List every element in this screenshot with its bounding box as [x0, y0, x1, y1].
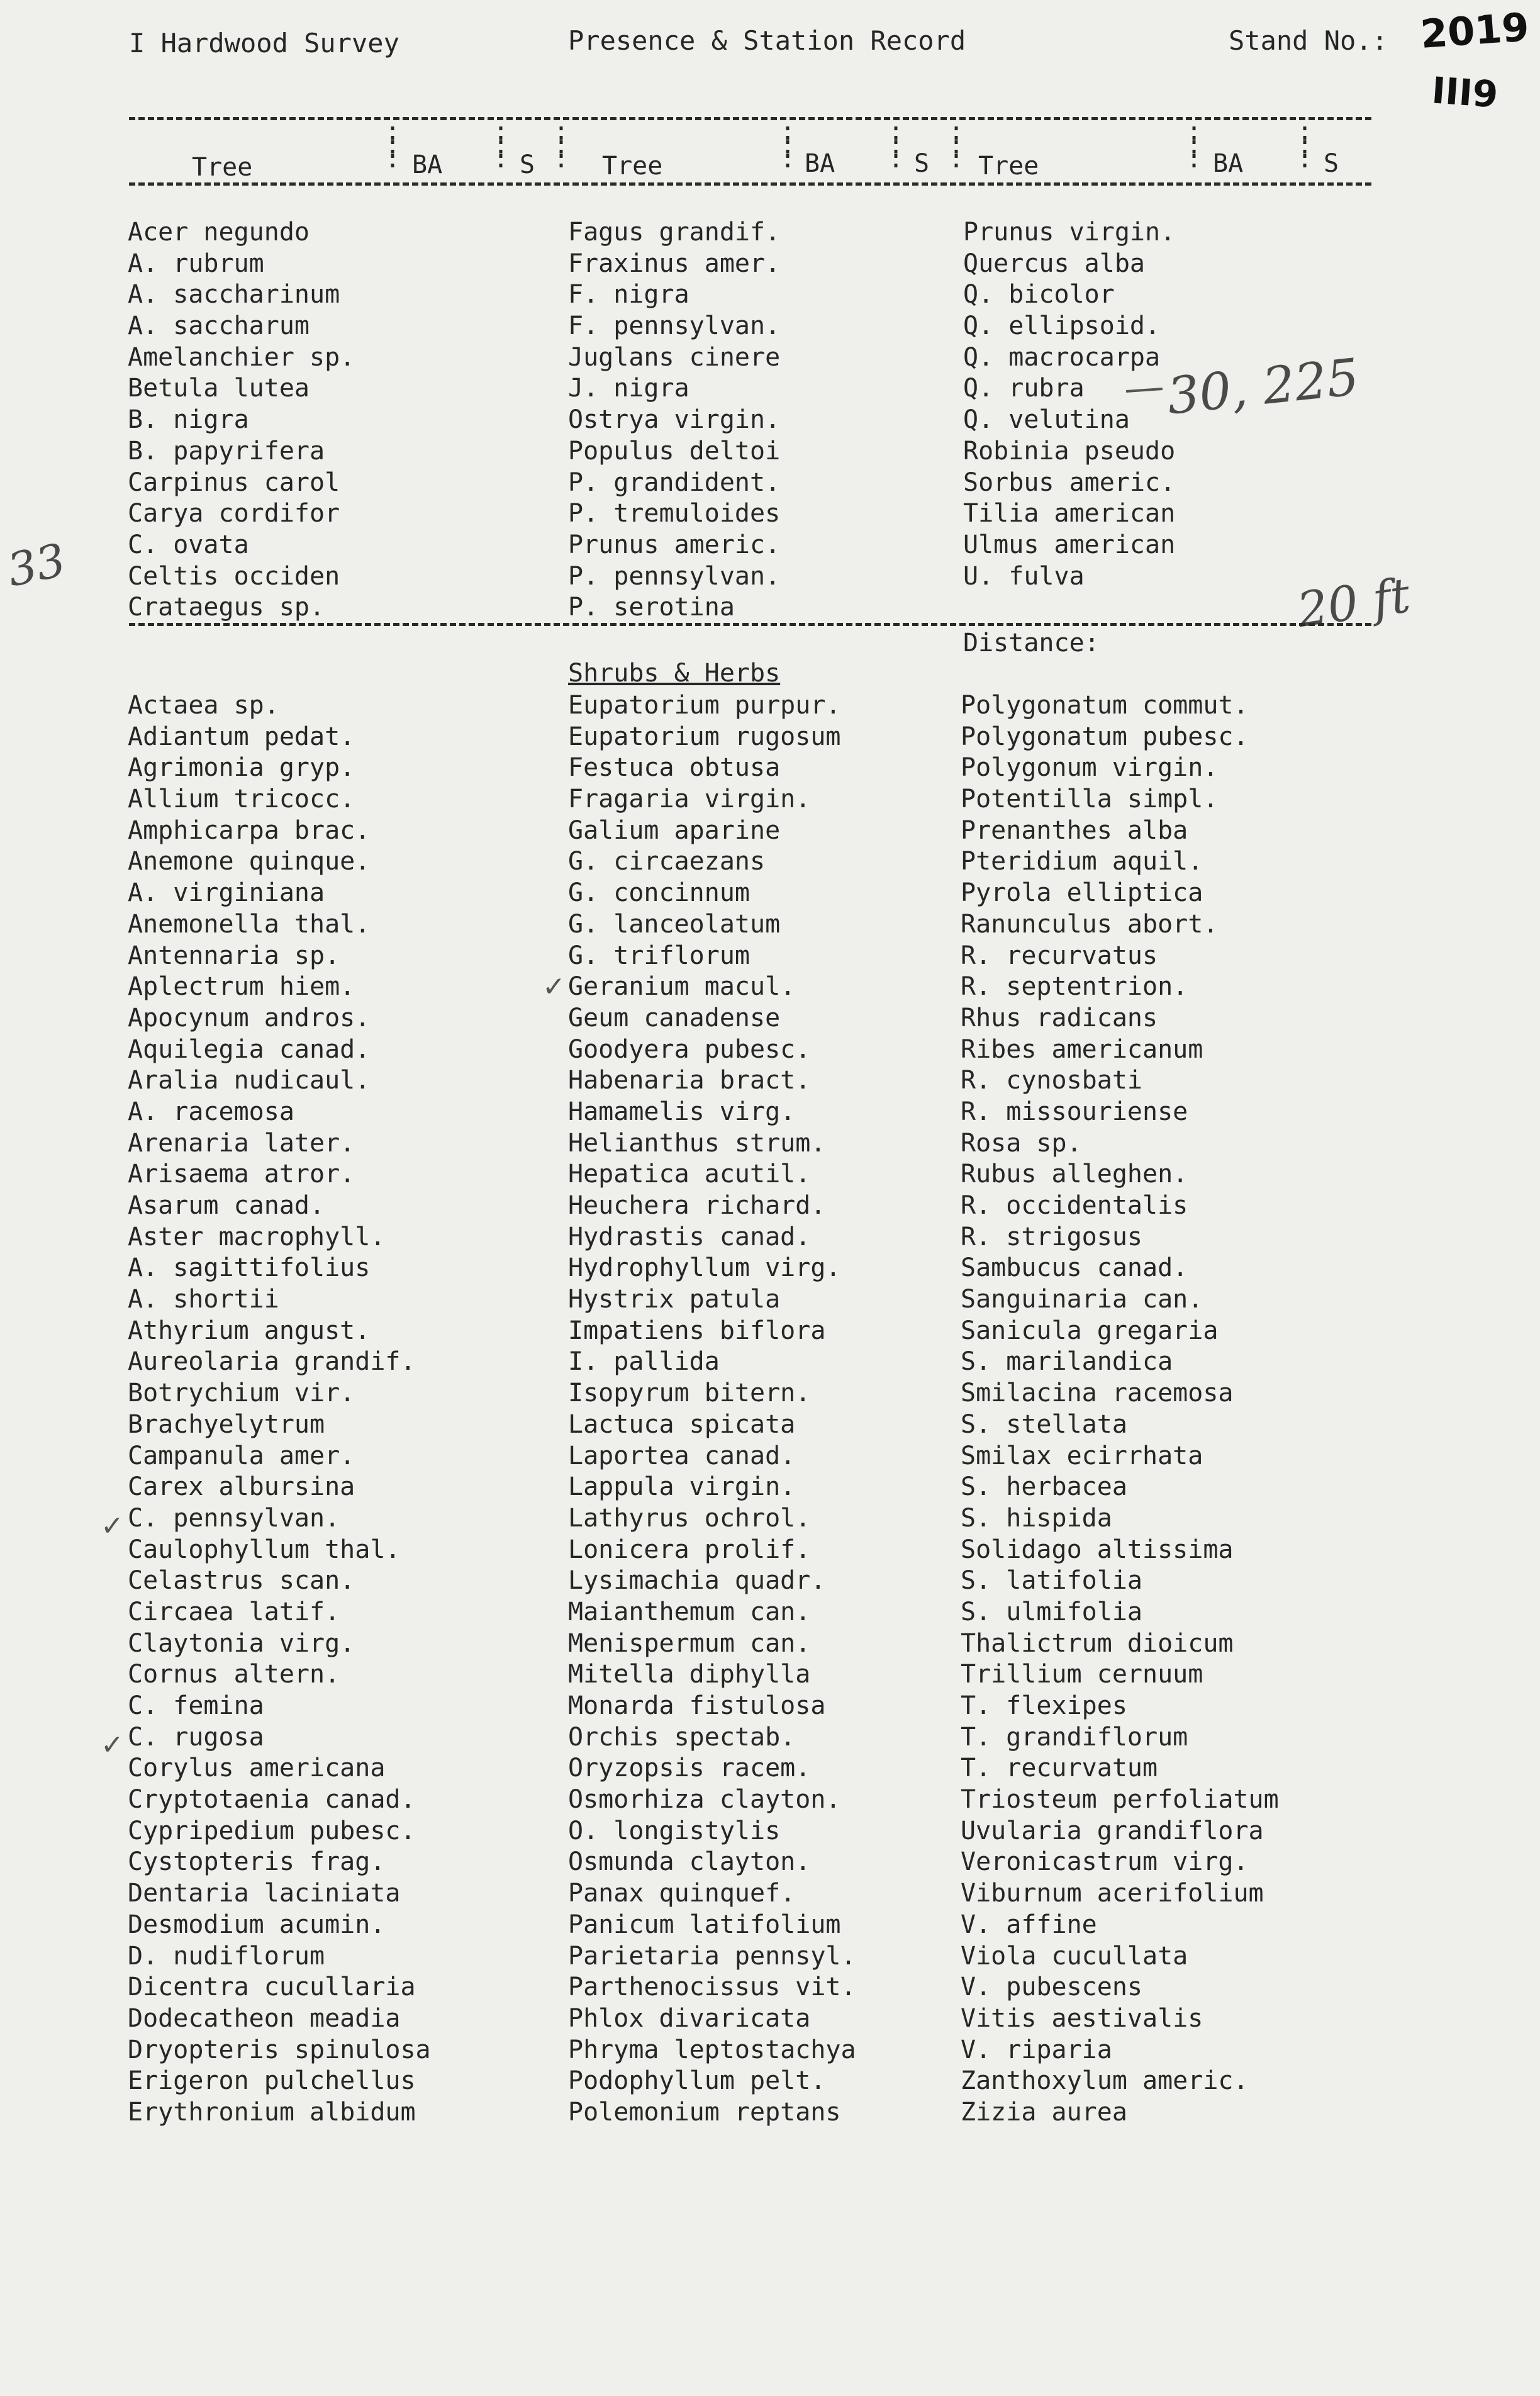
list-item: Crataegus sp. — [128, 593, 325, 622]
list-item: Dryopteris spinulosa — [128, 2035, 431, 2064]
list-item: Smilax ecirrhata — [961, 1441, 1203, 1470]
list-item: Desmodium acumin. — [128, 1910, 386, 1939]
list-item: G. concinnum — [568, 878, 750, 908]
list-item: Eupatorium rugosum — [568, 722, 841, 751]
list-item: Triosteum perfoliatum — [961, 1785, 1279, 1815]
check-mark-icon: ✓ — [101, 1510, 124, 1542]
list-item: Hamamelis virg. — [568, 1097, 796, 1126]
list-item: Polygonatum pubesc. — [961, 722, 1249, 751]
separator-colon: : : : — [554, 117, 569, 174]
list-item: Q. velutina — [963, 405, 1130, 435]
list-item: Sanguinaria can. — [961, 1285, 1203, 1314]
list-item: Botrychium vir. — [128, 1379, 355, 1408]
list-item: Thalictrum dioicum — [961, 1628, 1234, 1658]
s-col2-header: S — [914, 149, 930, 178]
list-item: B. nigra — [128, 405, 249, 435]
list-item: Ostrya virgin. — [568, 405, 781, 435]
list-item: Geranium macul. — [568, 972, 796, 1002]
list-item: Osmunda clayton. — [568, 1847, 811, 1877]
list-item: Rosa sp. — [961, 1128, 1082, 1158]
list-item: Oryzopsis racem. — [568, 1754, 811, 1783]
list-item: P. tremuloides — [568, 499, 781, 529]
list-item: Arisaema atror. — [128, 1160, 355, 1189]
list-item: A. racemosa — [128, 1097, 294, 1126]
list-item: Osmorhiza clayton. — [568, 1785, 841, 1815]
list-item: Impatiens biflora — [568, 1316, 826, 1345]
list-item: B. papyrifera — [128, 436, 325, 466]
list-item: Celtis occiden — [128, 561, 340, 591]
list-item: Cypripedium pubesc. — [128, 1816, 416, 1845]
list-item: Cornus altern. — [128, 1660, 340, 1689]
list-item: Aureolaria grandif. — [128, 1347, 416, 1377]
handwritten-margin-note: 33 — [3, 533, 70, 597]
list-item: Hystrix patula — [568, 1285, 781, 1314]
list-item: V. riparia — [961, 2035, 1112, 2064]
list-item: Smilacina racemosa — [961, 1379, 1234, 1408]
list-item: Potentilla simpl. — [961, 785, 1219, 814]
survey-title: I Hardwood Survey — [129, 28, 399, 59]
list-item: Amphicarpa brac. — [128, 815, 371, 845]
list-item: Hepatica acutil. — [568, 1160, 811, 1189]
list-item: Aplectrum hiem. — [128, 972, 355, 1002]
list-item: S. hispida — [961, 1503, 1112, 1533]
list-item: Carya cordifor — [128, 499, 340, 529]
list-item: Aster macrophyll. — [128, 1222, 386, 1251]
list-item: R. cynosbati — [961, 1066, 1142, 1095]
list-item: Podophyllum pelt. — [568, 2066, 826, 2096]
ba-col1-header: BA — [412, 150, 443, 179]
list-item: Orchis spectab. — [568, 1722, 796, 1752]
list-item: C. femina — [128, 1691, 264, 1720]
list-item: Erigeron pulchellus — [128, 2066, 416, 2096]
list-item: C. rugosa — [128, 1722, 264, 1752]
header-bottom-rule — [129, 182, 1371, 186]
list-item: A. virginiana — [128, 878, 325, 908]
stand-number-label: Stand No.: — [1229, 25, 1388, 56]
list-item: G. circaezans — [568, 847, 766, 876]
list-item: Veronicastrum virg. — [961, 1847, 1249, 1877]
tree-col2-header: Tree — [602, 152, 663, 181]
stand-code-stamp: III9 — [1430, 69, 1500, 116]
list-item: Uvularia grandiflora — [961, 1816, 1264, 1845]
list-item: P. serotina — [568, 593, 735, 622]
check-mark-icon: ✓ — [101, 1729, 124, 1761]
list-item: Betula lutea — [128, 374, 310, 403]
separator-colon: : : : — [1297, 117, 1313, 174]
herb-list-col2 — [568, 690, 856, 2129]
list-item: Q. rubra — [963, 374, 1085, 403]
list-item: Anemone quinque. — [128, 847, 371, 876]
list-item: Heuchera richard. — [568, 1191, 826, 1220]
list-item: Rhus radicans — [961, 1003, 1158, 1033]
shrubs-herbs-heading: Shrubs & Herbs — [568, 659, 781, 688]
tree-list-col3 — [963, 217, 1175, 592]
list-item: Ranunculus abort. — [961, 909, 1219, 939]
list-item: C. pennsylvan. — [128, 1503, 340, 1533]
ba-col3-header: BA — [1213, 149, 1244, 178]
tree-section-bottom-rule — [129, 623, 1371, 626]
list-item: Habenaria bract. — [568, 1066, 811, 1095]
list-item: S. ulmifolia — [961, 1597, 1142, 1626]
ba-col2-header: BA — [805, 149, 835, 178]
list-item: T. grandiflorum — [961, 1722, 1188, 1752]
tree-list-col1 — [128, 217, 355, 624]
list-item: A. rubrum — [128, 249, 264, 278]
list-item: Prunus americ. — [568, 530, 781, 559]
s-col3-header: S — [1324, 149, 1339, 178]
list-item: S. stellata — [961, 1409, 1127, 1439]
record-title: Presence & Station Record — [568, 25, 966, 56]
list-item: Panicum latifolium — [568, 1910, 841, 1939]
list-item: Asarum canad. — [128, 1191, 325, 1220]
list-item: Cystopteris frag. — [128, 1847, 386, 1877]
list-item: Sanicula gregaria — [961, 1316, 1219, 1345]
list-item: V. affine — [961, 1910, 1097, 1939]
list-item: Tilia american — [963, 499, 1176, 529]
handwritten-rubra-note: 30, 225 — [1164, 347, 1362, 426]
list-item: Brachyelytrum — [128, 1409, 325, 1439]
list-item: Athyrium angust. — [128, 1316, 371, 1345]
tree-col1-header: Tree — [192, 153, 253, 182]
list-item: Agrimonia gryp. — [128, 753, 355, 783]
list-item: Polygonatum commut. — [961, 691, 1249, 720]
list-item: Panax quinquef. — [568, 1879, 796, 1908]
list-item: D. nudiflorum — [128, 1941, 325, 1971]
handwritten-distance-note: 20 ft — [1293, 566, 1414, 639]
list-item: Q. ellipsoid. — [963, 311, 1161, 341]
list-item: Fragaria virgin. — [568, 785, 811, 814]
list-item: Pyrola elliptica — [961, 878, 1203, 908]
list-item: Fagus grandif. — [568, 218, 781, 247]
list-item: Aquilegia canad. — [128, 1034, 371, 1064]
list-item: Campanula amer. — [128, 1441, 355, 1470]
list-item: Sambucus canad. — [961, 1253, 1188, 1283]
list-item: Maianthemum can. — [568, 1597, 811, 1626]
list-item: Helianthus strum. — [568, 1128, 826, 1158]
list-item: Amelanchier sp. — [128, 342, 355, 372]
list-item: Allium tricocc. — [128, 785, 355, 814]
list-item: Menispermum can. — [568, 1628, 811, 1658]
distance-label: Distance: — [963, 629, 1100, 658]
list-item: Zanthoxylum americ. — [961, 2066, 1249, 2096]
separator-colon: : : : — [493, 117, 509, 174]
list-item: Juglans cinere — [568, 342, 781, 372]
list-item: P. grandident. — [568, 467, 781, 497]
list-item: S. marilandica — [961, 1347, 1173, 1377]
list-item: Parietaria pennsyl. — [568, 1941, 856, 1971]
list-item: Prunus virgin. — [963, 218, 1176, 247]
list-item: Anemonella thal. — [128, 909, 371, 939]
list-item: Galium aparine — [568, 815, 781, 845]
list-item: Monarda fistulosa — [568, 1691, 826, 1720]
list-item: Parthenocissus vit. — [568, 1973, 856, 2002]
list-item: Pteridium aquil. — [961, 847, 1203, 876]
list-item: F. pennsylvan. — [568, 311, 781, 341]
herb-list-col1 — [128, 690, 431, 2129]
list-item: Apocynum andros. — [128, 1003, 371, 1033]
list-item: F. nigra — [568, 280, 689, 310]
list-item: Adiantum pedat. — [128, 722, 355, 751]
list-item: S. latifolia — [961, 1566, 1142, 1596]
tree-list-col2 — [568, 217, 780, 624]
list-item: Claytonia virg. — [128, 1628, 355, 1658]
separator-colon: : : : — [949, 117, 964, 174]
list-item: J. nigra — [568, 374, 689, 403]
list-item: Lonicera prolif. — [568, 1535, 811, 1564]
list-item: Lactuca spicata — [568, 1409, 796, 1439]
list-item: Carex albursina — [128, 1472, 355, 1502]
list-item: O. longistylis — [568, 1816, 781, 1845]
list-item: Cryptotaenia canad. — [128, 1785, 416, 1815]
list-item: A. shortii — [128, 1285, 279, 1314]
list-item: Populus deltoi — [568, 436, 781, 466]
list-item: I. pallida — [568, 1347, 720, 1377]
list-item: Laportea canad. — [568, 1441, 796, 1470]
list-item: Festuca obtusa — [568, 753, 781, 783]
list-item: Aralia nudicaul. — [128, 1066, 371, 1095]
list-item: R. strigosus — [961, 1222, 1142, 1251]
list-item: Sorbus americ. — [963, 467, 1176, 497]
list-item: U. fulva — [963, 561, 1085, 591]
separator-colon: : : : — [780, 117, 796, 174]
list-item: R. recurvatus — [961, 941, 1158, 970]
list-item: A. saccharum — [128, 311, 310, 341]
list-item: Eupatorium purpur. — [568, 691, 841, 720]
list-item: T. flexipes — [961, 1691, 1127, 1720]
herb-list-col3 — [961, 690, 1279, 2129]
list-item: Goodyera pubesc. — [568, 1034, 811, 1064]
list-item: T. recurvatum — [961, 1754, 1158, 1783]
list-item: Trillium cernuum — [961, 1660, 1203, 1689]
list-item: Corylus americana — [128, 1754, 386, 1783]
list-item: Mitella diphylla — [568, 1660, 811, 1689]
tree-col3-header: Tree — [978, 152, 1039, 181]
list-item: Lathyrus ochrol. — [568, 1503, 811, 1533]
list-item: Zizia aurea — [961, 2097, 1127, 2127]
list-item: Phlox divaricata — [568, 2003, 811, 2033]
check-mark-icon: ✓ — [542, 971, 566, 1003]
list-item: S. herbacea — [961, 1472, 1127, 1502]
separator-colon: : : : — [1186, 117, 1202, 174]
list-item: Polemonium reptans — [568, 2097, 841, 2127]
list-item: Arenaria later. — [128, 1128, 355, 1158]
list-item: Hydrastis canad. — [568, 1222, 811, 1251]
list-item: Dicentra cucullaria — [128, 1973, 416, 2002]
list-item: A. saccharinum — [128, 280, 340, 310]
list-item: Circaea latif. — [128, 1597, 340, 1626]
list-item: P. pennsylvan. — [568, 561, 781, 591]
list-item: Solidago altissima — [961, 1535, 1234, 1564]
list-item: Celastrus scan. — [128, 1566, 355, 1596]
list-item: Q. macrocarpa — [963, 342, 1161, 372]
stand-number-stamp: 2019 — [1419, 4, 1531, 57]
list-item: Viola cucullata — [961, 1941, 1188, 1971]
list-item: A. sagittifolius — [128, 1253, 371, 1283]
list-item: Dentaria laciniata — [128, 1879, 401, 1908]
list-item: R. septentrion. — [961, 972, 1188, 1002]
list-item: Lysimachia quadr. — [568, 1566, 826, 1596]
list-item: Isopyrum bitern. — [568, 1379, 811, 1408]
list-item: Antennaria sp. — [128, 941, 340, 970]
list-item: Quercus alba — [963, 249, 1145, 278]
list-item: Prenanthes alba — [961, 815, 1188, 845]
s-col1-header: S — [520, 150, 535, 179]
list-item: Polygonum virgin. — [961, 753, 1219, 783]
list-item: Fraxinus amer. — [568, 249, 781, 278]
list-item: Robinia pseudo — [963, 436, 1176, 466]
list-item: Rubus alleghen. — [961, 1160, 1188, 1189]
list-item: Geum canadense — [568, 1003, 781, 1033]
list-item: Acer negundo — [128, 218, 310, 247]
list-item: Ulmus american — [963, 530, 1176, 559]
list-item: Carpinus carol — [128, 467, 340, 497]
list-item: Vitis aestivalis — [961, 2003, 1203, 2033]
list-item: V. pubescens — [961, 1973, 1142, 2002]
list-item: Phryma leptostachya — [568, 2035, 856, 2064]
list-item: Erythronium albidum — [128, 2097, 416, 2127]
list-item: G. lanceolatum — [568, 909, 781, 939]
list-item: R. occidentalis — [961, 1191, 1188, 1220]
list-item: C. ovata — [128, 530, 249, 559]
separator-colon: : : : — [888, 117, 904, 174]
separator-colon: : : : — [385, 117, 401, 174]
list-item: R. missouriense — [961, 1097, 1188, 1126]
list-item: Q. bicolor — [963, 280, 1115, 310]
list-item: Caulophyllum thal. — [128, 1535, 401, 1564]
list-item: Hydrophyllum virg. — [568, 1253, 841, 1283]
list-item: Lappula virgin. — [568, 1472, 796, 1502]
list-item: Viburnum acerifolium — [961, 1879, 1264, 1908]
list-item: Ribes americanum — [961, 1034, 1203, 1064]
list-item: G. triflorum — [568, 941, 750, 970]
list-item: Actaea sp. — [128, 691, 279, 720]
list-item: Dodecatheon meadia — [128, 2003, 401, 2033]
header-top-rule — [129, 117, 1371, 120]
